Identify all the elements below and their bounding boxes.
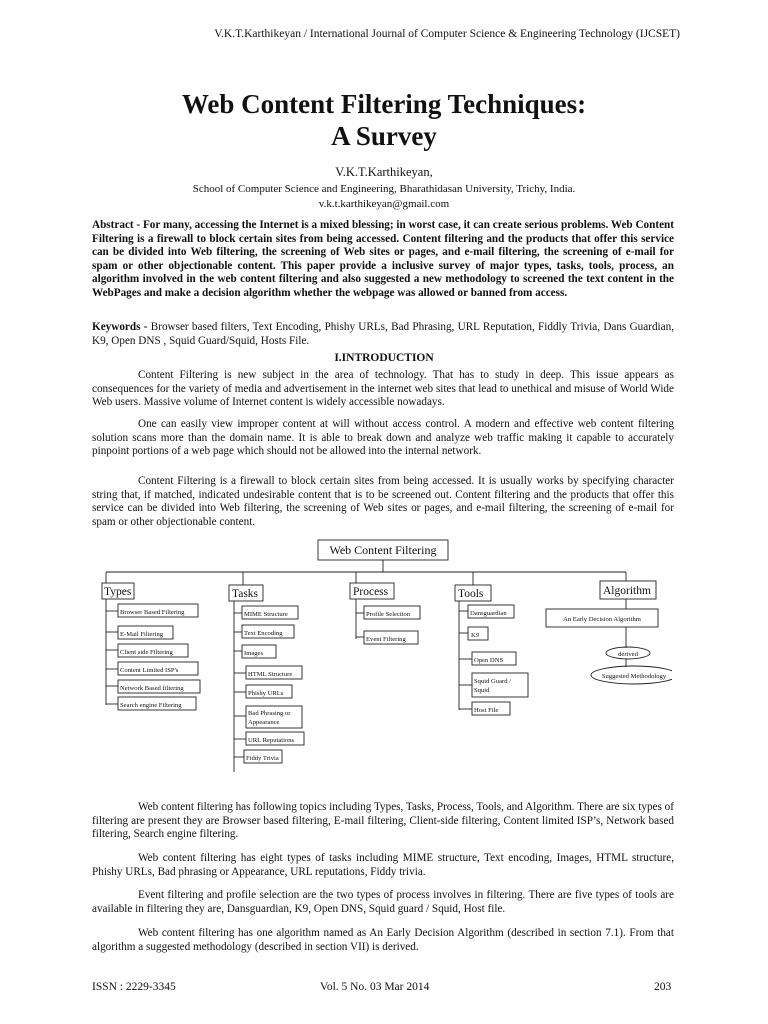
diagram-item: K9 (471, 632, 480, 639)
diagram-labels (104, 543, 651, 600)
paragraph: Web content filtering has one algorithm named as An Early Decision Algorithm (described in section 7.1). From that algorithm a suggested methodology (described in section VII) is derived. (92, 927, 674, 953)
keywords-list: Browser based filters, Text Encoding, Phishy URLs, Bad Phrasing, URL Reputation, Fiddly Trivia, Dans Guardian, K9, Open DNS , Squid Guard/Squid, Hosts File. (92, 321, 675, 347)
paper-title (0, 88, 768, 152)
paragraph: Content Filtering is new subject in the area of technology. That has to study in deep. This issue appears as consequences for the variety of media and advertisement in the internet web sites that lead to unethical and misuse of World Wide Web users. Massive volume of Internet content is widely accessible nowadays. (92, 369, 674, 409)
diagram-process-label: Process (353, 586, 389, 598)
diagram-item: Host File (474, 707, 499, 714)
diagram-item: URL Reputations (248, 737, 295, 744)
diagram-item: Suggested Methodology (601, 673, 667, 680)
title-line-2: A Survey (331, 121, 437, 151)
diagram-item: Appearance (248, 719, 280, 726)
diagram-item: Content Limited ISP's (120, 667, 179, 674)
paragraph: Content Filtering is a firewall to block certain sites from being accessed. It is usually works by specifying character string that, if matched, indicated undesirable content that is to be screened out. Content filtering and the products that offer this service can be divided into Web filtering, the screening of Web sites or pages, and e-mail filtering, the screening of e-mail for spam or other objectionable content. (92, 475, 674, 528)
title-line-1: Web Content Filtering Techniques: (181, 89, 587, 119)
diagram-item: Open DNS (474, 657, 504, 664)
diagram-item: Network Based filtering (120, 685, 184, 692)
diagram-item: derived (618, 651, 638, 658)
keywords (92, 321, 674, 348)
diagram-item: Images (244, 650, 264, 657)
diagram-item: HTML Structure (248, 671, 293, 678)
paragraph: Web content filtering has eight types of tasks including MIME structure, Text encoding, Images, HTML structure, Phishy URLs, Bad phrasing or Appearance, URL reputations, Fiddy trivia. (92, 852, 674, 878)
diagram-algorithm-label: Algorithm (603, 585, 651, 597)
diagram-item: Squid Guard / (474, 678, 511, 685)
diagram-types-label: Types (104, 586, 132, 598)
diagram-item: Browser Based Filtering (120, 609, 185, 616)
keywords-label: Keywords - (92, 321, 148, 333)
diagram-item: Search engine Filtering (120, 702, 182, 709)
diagram-item: Text Encoding (244, 630, 283, 637)
diagram-tasks-label: Tasks (232, 588, 259, 600)
author-affiliation: School of Computer Science and Engineering, Bharathidasan University, Trichy, India. (192, 183, 576, 195)
diagram-item: Event Filtering (366, 636, 406, 643)
section-heading-introduction: I.INTRODUCTION (334, 352, 434, 364)
author-email: v.k.t.karthikeyan@gmail.com (318, 198, 450, 210)
running-header: V.K.T.Karthikeyan / International Journal of Computer Science & Engineering Technology (IJCSET) (214, 28, 680, 40)
footer-page-number: 203 (654, 981, 672, 993)
footer-issn: ISSN : 2229-3345 (92, 981, 176, 993)
diagram-item: E-Mail Filtering (120, 631, 164, 638)
diagram-root-label: Web Content Filtering (329, 543, 437, 557)
diagram-tools-label: Tools (458, 588, 484, 600)
diagram-item: Profile Selection (366, 611, 411, 618)
diagram-item: An Early Decision Algorithm (563, 616, 641, 623)
paragraph: One can easily view improper content at will without access control. A modern and effective web content filtering solution scans more than the domain name. It is able to break down and analyze web traffic making it capable to accurately pinpoint portions of a web page which should not be allowed into the internal network. (92, 418, 674, 458)
diagram-item: Bad Phrasing or (248, 710, 291, 717)
paragraph: Event filtering and profile selection are the two types of process involves in filtering. There are five types of tools are available in filtering they are, Dansguardian, K9, Open DNS, Squid guard / Squid, Host file. (92, 889, 674, 915)
footer-volume: Vol. 5 No. 03 Mar 2014 (320, 981, 430, 993)
paragraph: Web content filtering has following topics including Types, Tasks, Process, Tools, and Algorithm. There are six types of filtering are present they are Browser based filtering, E-mail filtering, Client-side filtering, Content limited ISP’s, Network based filtering, Search engine filtering. (92, 801, 674, 841)
author-name: V.K.T.Karthikeyan, (335, 165, 433, 179)
diagram-item: MIME Structure (244, 611, 288, 618)
diagram-item: Client side Filtering (120, 649, 173, 656)
diagram-item: Fiddy Trivia (246, 755, 279, 762)
diagram-item: Dansguardian (470, 610, 507, 617)
diagram-item: Squid (474, 687, 490, 694)
diagram-item: Phishy URLs (248, 690, 284, 697)
abstract: Abstract - For many, accessing the Internet is a mixed blessing; in worst case, it can create serious problems. Web Content Filtering is a firewall to block certain sites from being accessed. Content filtering and the products that offer this service can be divided into Web filtering, the screening of Web sites or pages, and e-mail filtering, the screening of e-mail for spam or other objectionable content. This paper provide a inclusive survey of major types, tasks, tools, process, an algorithm involved in the web content filtering and also suggested a new methodology to screened the text content in the WebPages and make a decision algorithm whether the webpage was allowed or banned from access. (92, 219, 674, 299)
web-content-filtering-diagram (98, 535, 672, 775)
